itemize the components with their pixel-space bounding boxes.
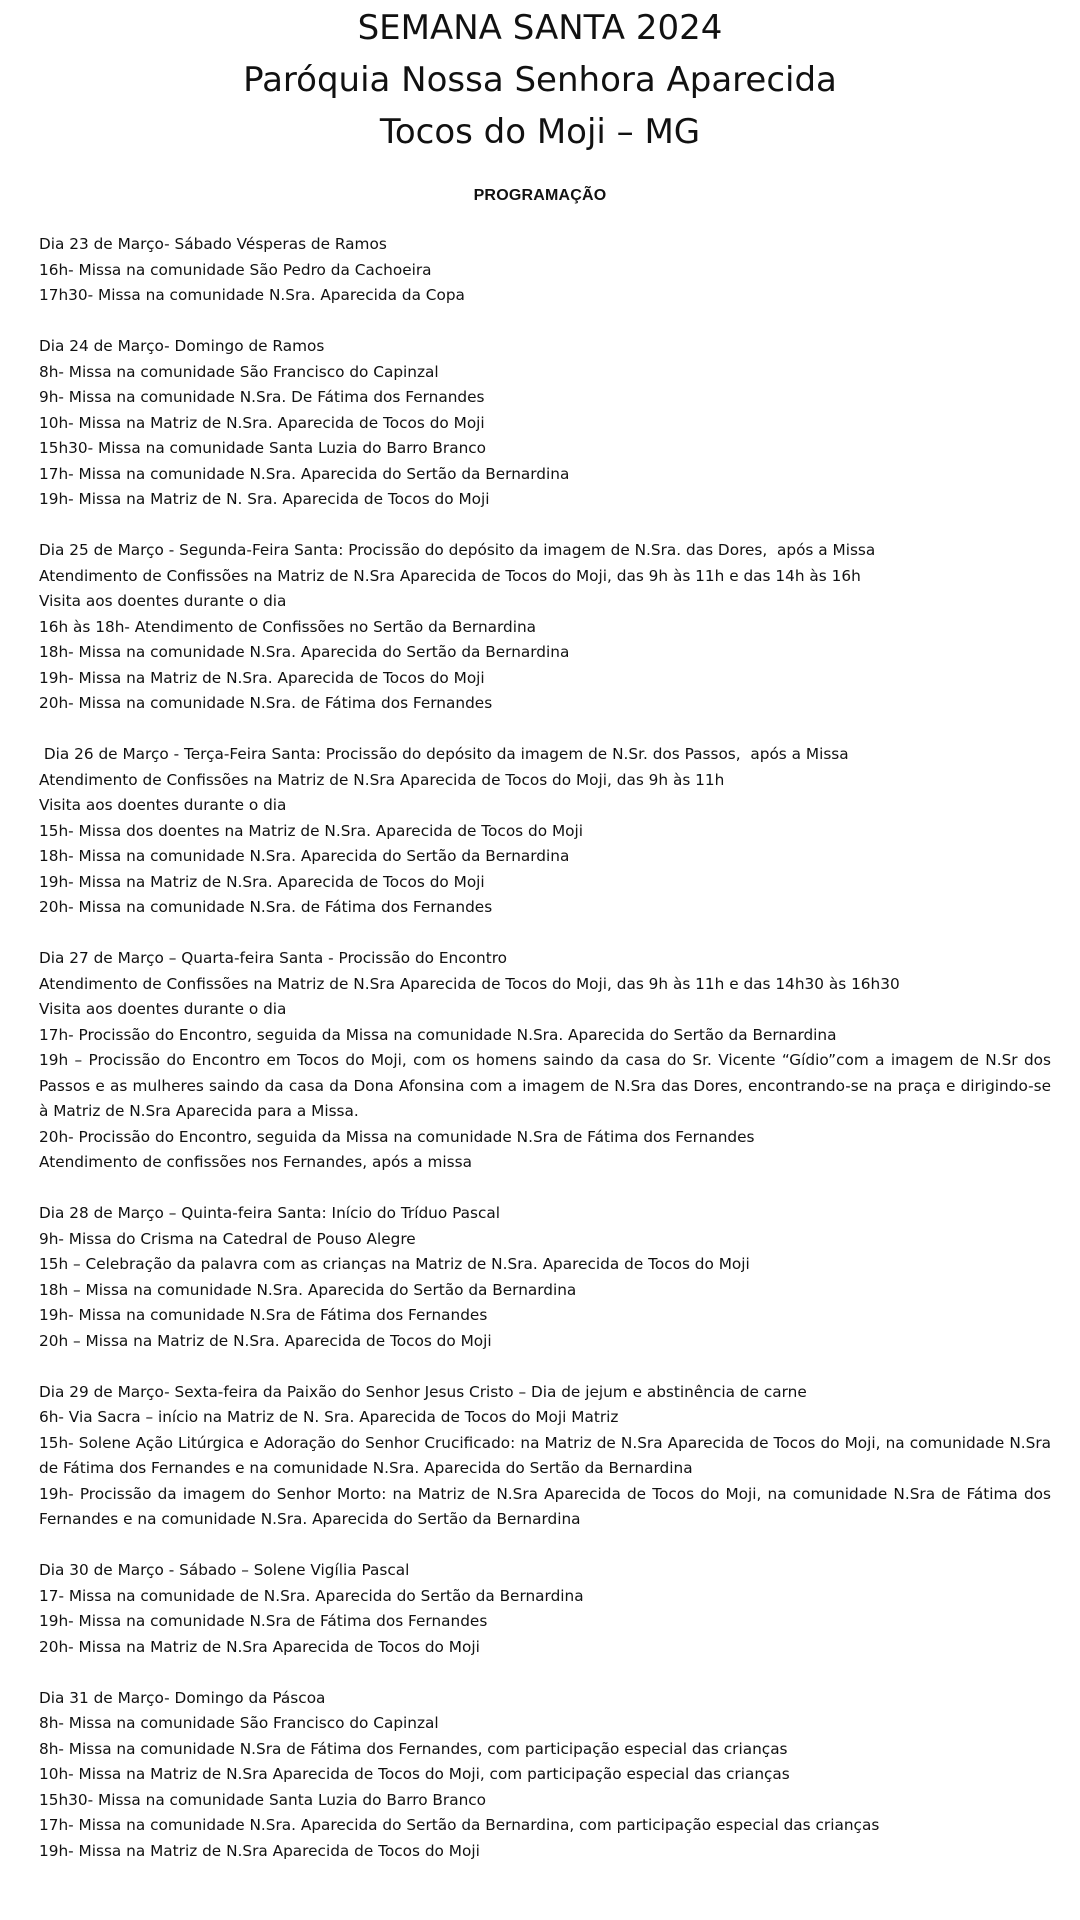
schedule-list — [39, 232, 1051, 1890]
schedule-item: 8h- Missa na comunidade São Francisco do Capinzal — [39, 1714, 439, 1732]
schedule-item: 20h – Missa na Matriz de N.Sra. Aparecida de Tocos do Moji — [39, 1331, 492, 1350]
day-section — [39, 946, 1051, 1176]
schedule-item: 15h – Celebração da palavra com as crianças na Matriz de N.Sra. Aparecida de Tocos do Moji — [39, 1255, 750, 1273]
day-section — [39, 1201, 1051, 1354]
schedule-item: 9h- Missa na comunidade N.Sra. De Fátima dos Fernandes — [39, 388, 485, 406]
schedule-item: 20h- Procissão do Encontro, seguida da Missa na comunidade N.Sra de Fátima dos Fernandes — [39, 1127, 755, 1146]
day-section — [39, 232, 1051, 309]
document-header — [0, 0, 1080, 206]
schedule-item: Atendimento de confissões nos Fernandes, após a missa — [39, 1153, 472, 1171]
schedule-item: 19h- Missa na comunidade N.Sra de Fátima dos Fernandes — [39, 1306, 488, 1324]
day-heading: Dia 31 de Março- Domingo da Páscoa — [39, 1688, 326, 1707]
schedule-item: 18h – Missa na comunidade N.Sra. Aparecida do Sertão da Bernardina — [39, 1280, 577, 1299]
schedule-item: 15h30- Missa na comunidade Santa Luzia do Barro Branco — [39, 439, 487, 457]
schedule-item: 10h- Missa na Matriz de N.Sra Aparecida de Tocos do Moji, com participação especial das crianças — [39, 1765, 790, 1783]
day-section — [39, 334, 1051, 513]
schedule-item: 20h- Missa na comunidade N.Sra. de Fátima dos Fernandes — [39, 694, 493, 712]
schedule-item: Visita aos doentes durante o dia — [39, 1000, 287, 1018]
schedule-item: 10h- Missa na Matriz de N.Sra. Aparecida de Tocos do Moji — [39, 413, 485, 432]
schedule-item: 19h- Missa na Matriz de N.Sra. Aparecida de Tocos do Moji — [39, 668, 485, 687]
day-heading: Dia 28 de Março – Quinta-feira Santa: Início do Tríduo Pascal — [39, 1204, 500, 1222]
day-section — [39, 538, 1051, 717]
day-section — [39, 1558, 1051, 1660]
day-heading: Dia 24 de Março- Domingo de Ramos — [39, 337, 325, 355]
schedule-item: 17h- Missa na comunidade N.Sra. Aparecida do Sertão da Bernardina, com participação especial das crianças — [39, 1816, 880, 1834]
schedule-item: 17h- Missa na comunidade N.Sra. Aparecida do Sertão da Bernardina — [39, 464, 570, 483]
day-heading: Dia 26 de Março - Terça-Feira Santa: Procissão do depósito da imagem de N.Sr. dos Passos, após a Missa — [39, 745, 849, 763]
schedule-item: 18h- Missa na comunidade N.Sra. Aparecida do Sertão da Bernardina — [39, 643, 570, 661]
schedule-item: 16h às 18h- Atendimento de Confissões no Sertão da Bernardina — [39, 617, 537, 636]
schedule-item: 18h- Missa na comunidade N.Sra. Aparecida do Sertão da Bernardina — [39, 847, 570, 865]
schedule-item: 15h- Missa dos doentes na Matriz de N.Sra. Aparecida de Tocos do Moji — [39, 821, 583, 840]
day-section — [39, 1380, 1051, 1533]
schedule-item: 19h – Procissão do Encontro em Tocos do Moji, com os homens saindo da casa do Sr. Vicente “Gídio”com a imagem de N.Sr dos Passos e as mulheres saindo da casa da Dona Afonsina com a imagem de N.Sra das Dores, encontrando-se na praça e dirigindo-se à Matriz de N.Sra Aparecida para a Missa. — [39, 1051, 1051, 1120]
day-section — [39, 742, 1051, 921]
schedule-item: 9h- Missa do Crisma na Catedral de Pouso Alegre — [39, 1229, 416, 1248]
schedule-item: 19h- Missa na Matriz de N.Sra. Aparecida de Tocos do Moji — [39, 872, 485, 891]
schedule-item: 16h- Missa na comunidade São Pedro da Cachoeira — [39, 260, 432, 279]
day-heading: Dia 27 de Março – Quarta-feira Santa - Procissão do Encontro — [39, 949, 508, 967]
day-heading: Dia 29 de Março- Sexta-feira da Paixão do Senhor Jesus Cristo – Dia de jejum e abstinência de carne — [39, 1382, 807, 1401]
parish-name: Paróquia Nossa Senhora Aparecida — [243, 60, 837, 100]
section-title: PROGRAMAÇÃO — [473, 187, 607, 204]
schedule-item: Atendimento de Confissões na Matriz de N.Sra Aparecida de Tocos do Moji, das 9h às 11h — [39, 770, 725, 789]
day-section — [39, 1686, 1051, 1865]
schedule-item: 8h- Missa na comunidade N.Sra de Fátima dos Fernandes, com participação especial das crianças — [39, 1739, 788, 1758]
schedule-item: 20h- Missa na comunidade N.Sra. de Fátima dos Fernandes — [39, 898, 493, 916]
schedule-item: Atendimento de Confissões na Matriz de N.Sra Aparecida de Tocos do Moji, das 9h às 11h e das 14h30 às 16h30 — [39, 974, 900, 993]
day-heading: Dia 25 de Março - Segunda-Feira Santa: Procissão do depósito da imagem de N.Sra. das Dores, após a Missa — [39, 541, 876, 559]
schedule-item: 19h- Missa na comunidade N.Sra de Fátima dos Fernandes — [39, 1612, 488, 1630]
schedule-item: 15h30- Missa na comunidade Santa Luzia do Barro Branco — [39, 1790, 487, 1809]
schedule-item: 17h30- Missa na comunidade N.Sra. Aparecida da Copa — [39, 286, 465, 304]
day-heading: Dia 30 de Março - Sábado – Solene Vigília Pascal — [39, 1561, 410, 1579]
schedule-item: 19h- Missa na Matriz de N.Sra Aparecida de Tocos do Moji — [39, 1841, 480, 1860]
schedule-item: 15h- Solene Ação Litúrgica e Adoração do Senhor Crucificado: na Matriz de N.Sra Aparecida de Tocos do Moji, na comunidade N.Sra de Fátima dos Fernandes e na comunidade N.Sra. Aparecida do Sertão da Bernardina — [39, 1433, 1051, 1477]
city-name: Tocos do Moji – MG — [379, 112, 701, 152]
schedule-item: 8h- Missa na comunidade São Francisco do Capinzal — [39, 362, 439, 381]
schedule-item: 6h- Via Sacra – início na Matriz de N. Sra. Aparecida de Tocos do Moji Matriz — [39, 1408, 619, 1426]
document-title: SEMANA SANTA 2024 — [357, 8, 723, 48]
schedule-item: 17- Missa na comunidade de N.Sra. Aparecida do Sertão da Bernardina — [39, 1586, 584, 1605]
schedule-item: 20h- Missa na Matriz de N.Sra Aparecida de Tocos do Moji — [39, 1637, 480, 1656]
day-heading: Dia 23 de Março- Sábado Vésperas de Ramos — [39, 235, 387, 253]
schedule-item: Visita aos doentes durante o dia — [39, 592, 287, 610]
schedule-item: 17h- Procissão do Encontro, seguida da Missa na comunidade N.Sra. Aparecida do Sertão da Bernardina — [39, 1025, 837, 1044]
schedule-item: Atendimento de Confissões na Matriz de N.Sra Aparecida de Tocos do Moji, das 9h às 11h e das 14h às 16h — [39, 566, 861, 585]
schedule-item: 19h- Missa na Matriz de N. Sra. Aparecida de Tocos do Moji — [39, 490, 490, 508]
schedule-item: 19h- Procissão da imagem do Senhor Morto: na Matriz de N.Sra Aparecida de Tocos do Moji, na comunidade N.Sra de Fátima dos Fernandes e na comunidade N.Sra. Aparecida do Sertão da Bernardina — [39, 1484, 1051, 1528]
schedule-item: Visita aos doentes durante o dia — [39, 796, 287, 814]
